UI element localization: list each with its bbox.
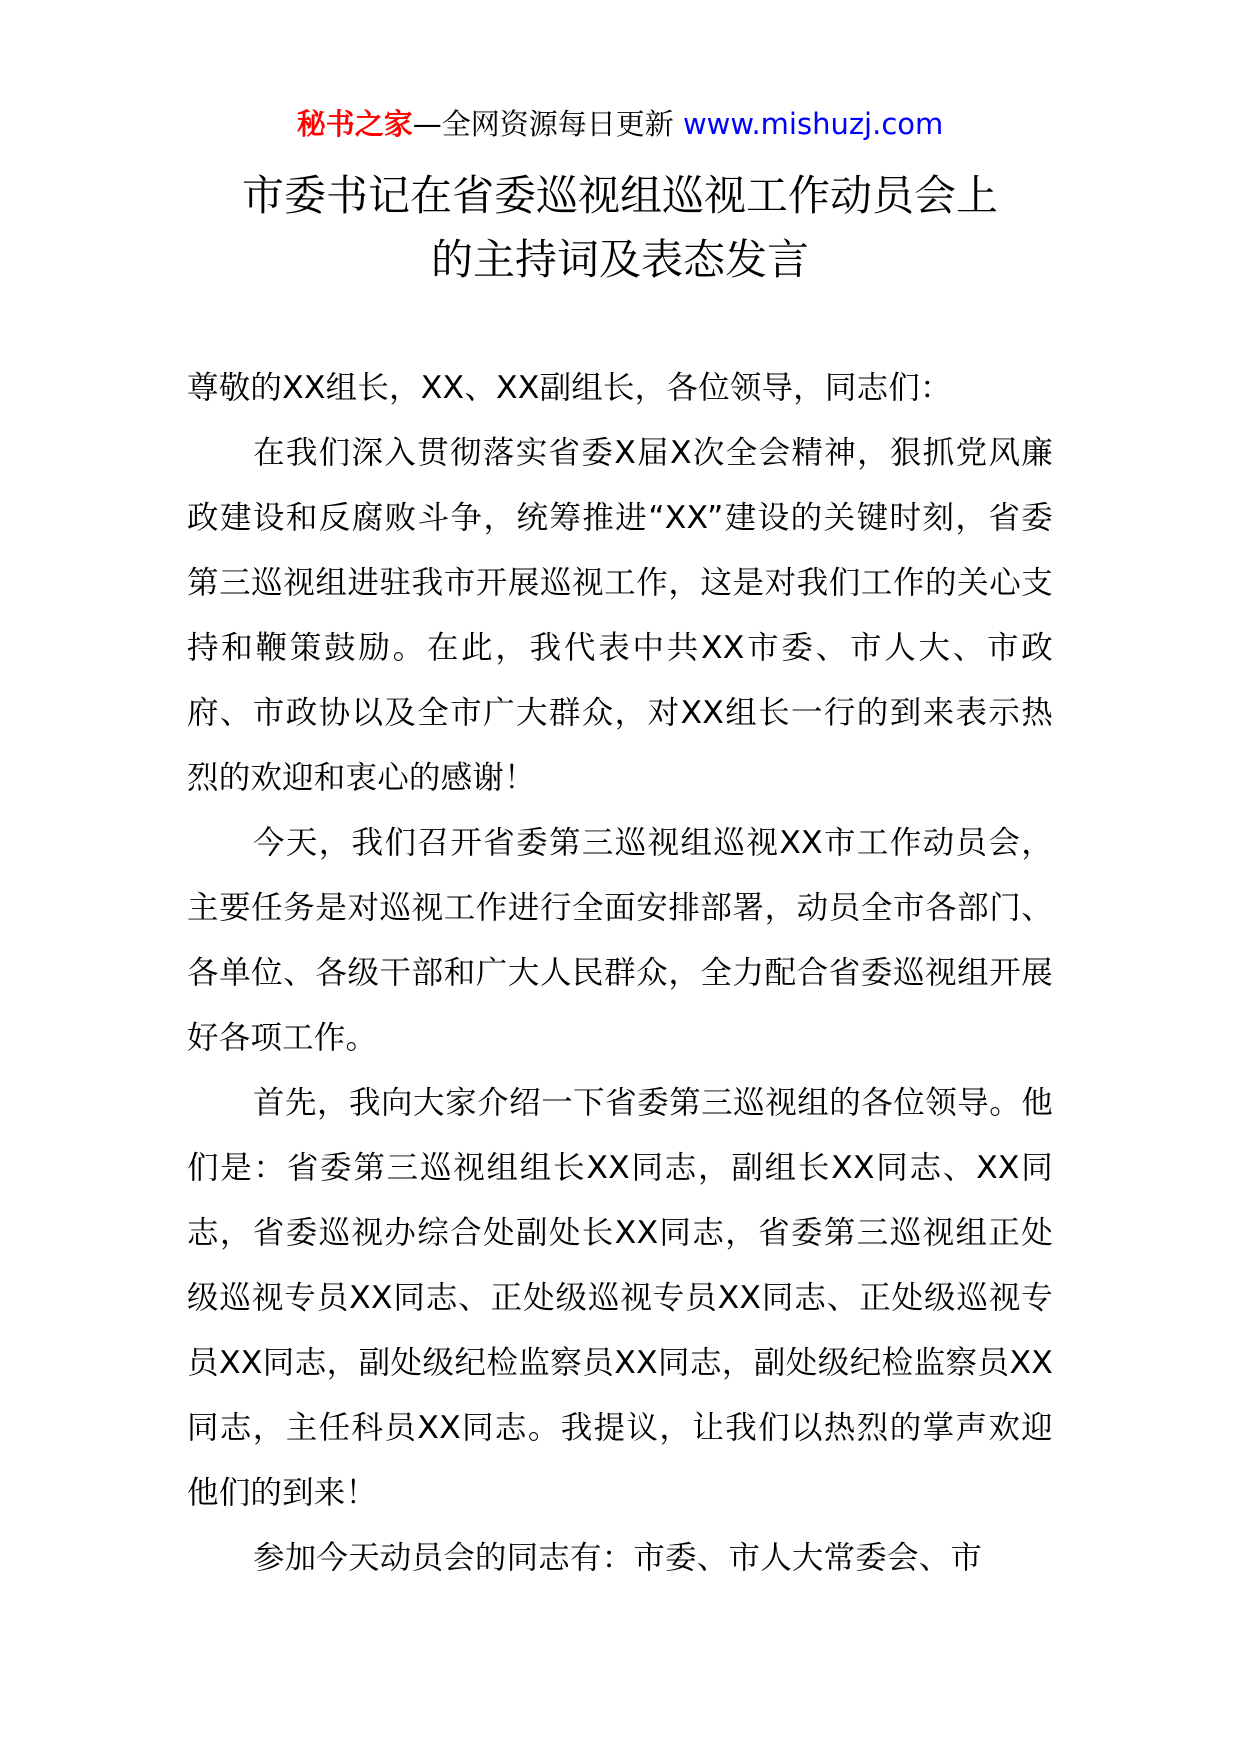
site-name: 秘书之家 [296, 107, 413, 141]
site-slogan: —全网资源每日更新 [412, 107, 683, 141]
watermark-header [0, 104, 1240, 144]
title-line-1: 市委书记在省委巡视组巡视工作动员会上 [241, 171, 998, 220]
paragraph-2: 今天，我们召开省委第三巡视组巡视XX市工作动员会，主要任务是对巡视工作进行全面安排部署，动员全市各部门、各单位、各级干部和广大人民群众，全力配合省委巡视组开展好各项工作。 [187, 825, 1053, 1056]
site-url: www.mishuzj.com [682, 107, 944, 141]
title-line-2: 的主持词及表态发言 [430, 235, 809, 284]
document-body [187, 356, 1053, 1591]
paragraph-3: 首先，我向大家介绍一下省委第三巡视组的各位领导。他们是：省委第三巡视组组长XX同志，副组长XX同志、XX同志，省委巡视办综合处副处长XX同志，省委第三巡视组正处级巡视专员XX同志、正处级巡视专员XX同志、正处级巡视专员XX同志，副处级纪检监察员XX同志，副处级纪检监察员XX同志，主任科员XX同志。我提议，让我们以热烈的掌声欢迎他们的到来！ [187, 1085, 1053, 1511]
salutation: 尊敬的XX组长，XX、XX副组长，各位领导，同志们： [187, 370, 952, 406]
document-title [120, 164, 1120, 292]
paragraph-4: 参加今天动员会的同志有：市委、市人大常委会、市 [253, 1540, 983, 1576]
paragraph-1: 在我们深入贯彻落实省委X届X次全会精神，狠抓党风廉政建设和反腐败斗争，统筹推进“XX”建设的关键时刻，省委第三巡视组进驻我市开展巡视工作，这是对我们工作的关心支持和鞭策鼓励。在此，我代表中共XX市委、市人大、市政府、市政协以及全市广大群众，对XX组长一行的到来表示热烈的欢迎和衷心的感谢！ [187, 435, 1053, 796]
